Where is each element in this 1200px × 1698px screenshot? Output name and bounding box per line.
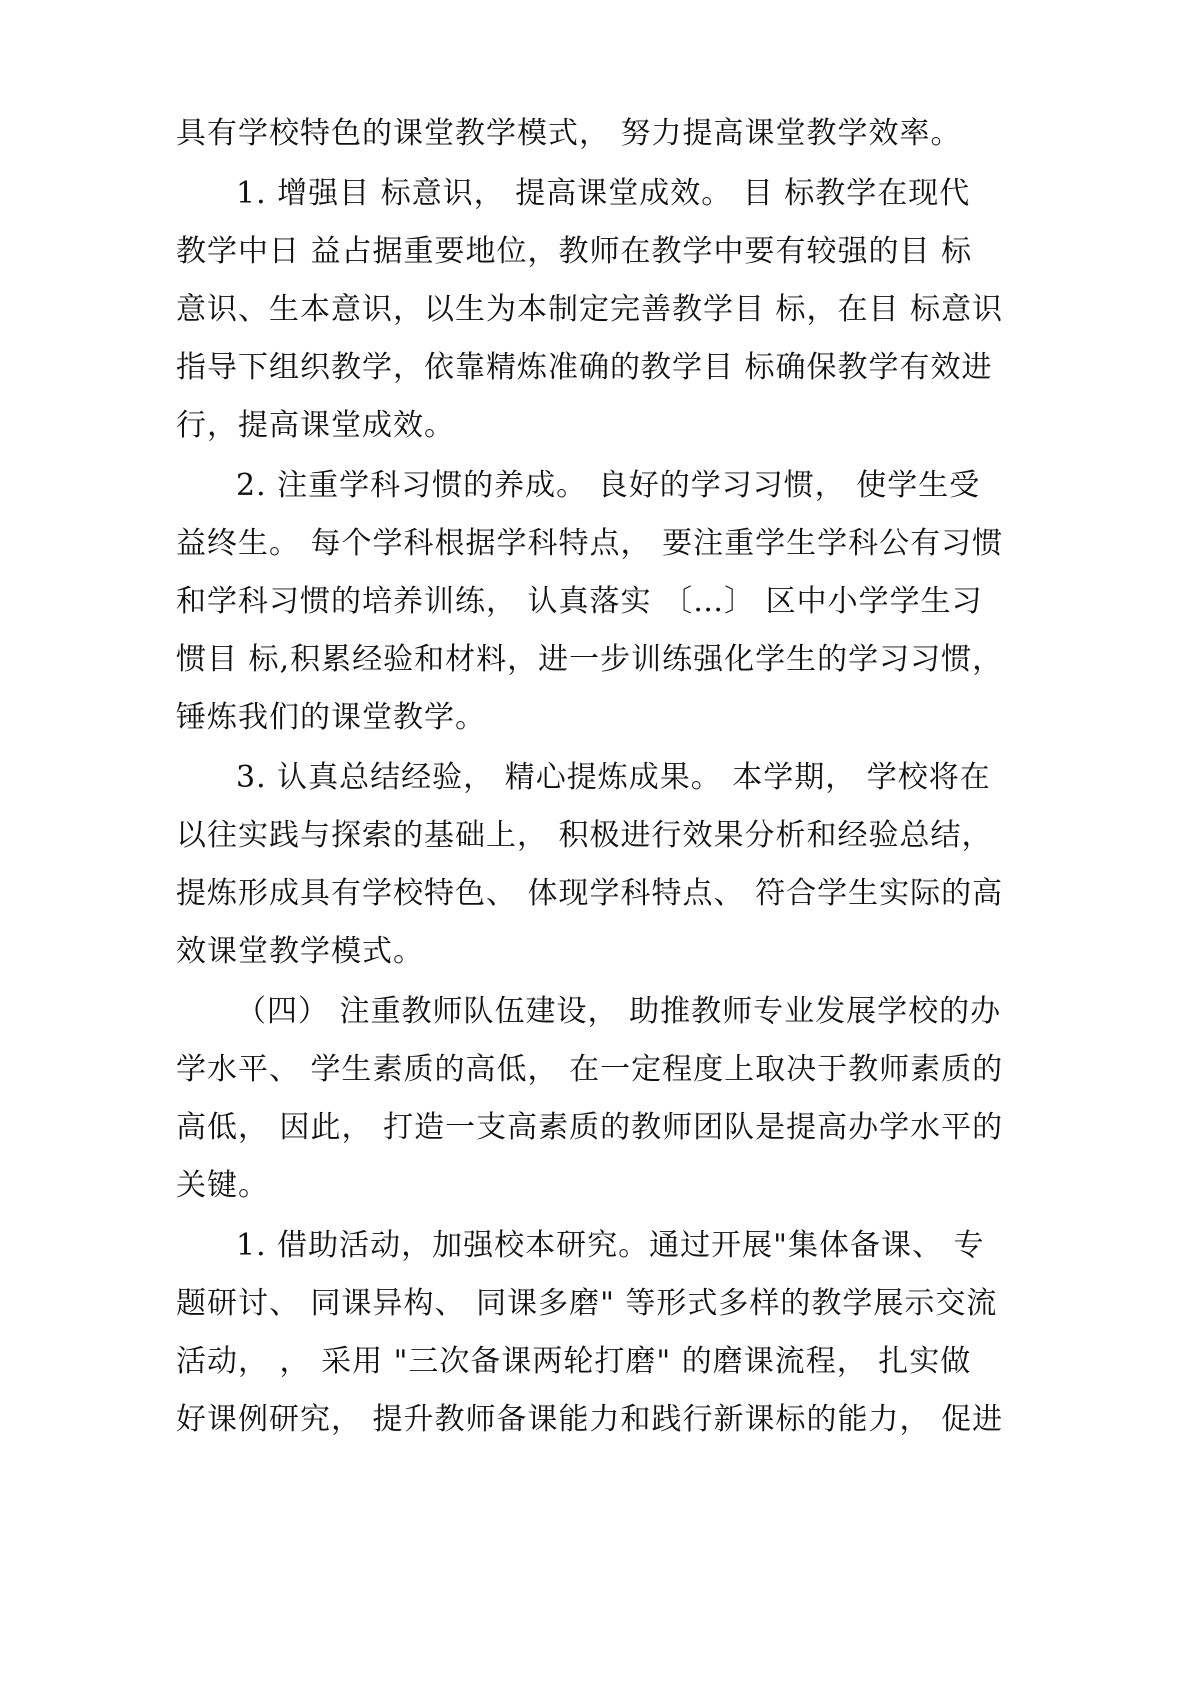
text-line: 指导下组织教学，依靠精炼准确的教学目 标确保教学有效进 <box>176 350 993 385</box>
text-line: 锤炼我们的课堂教学。 <box>176 700 486 735</box>
text-line: 惯目 标,积累经验和材料，进一步训练强化学生的学习习惯， <box>176 642 1004 677</box>
text-line: 活动， ， 采用 "三次备课两轮打磨" 的磨课流程， 扎实做 <box>176 1344 972 1379</box>
text-line: 学水平、 学生素质的高低， 在一定程度上取决于教师素质的 <box>176 1052 1004 1087</box>
text-line: 具有学校特色的课堂教学模式， 努力提高课堂教学效率。 <box>176 116 962 151</box>
text-line: 益终生。 每个学科根据学科特点， 要注重学生学科公有习惯 <box>176 526 1004 561</box>
text-line: 效课堂教学模式。 <box>176 934 424 969</box>
text-line: 好课例研究， 提升教师备课能力和践行新课标的能力， 促进 <box>176 1402 1004 1437</box>
text-line: 意识、生本意识，以生为本制定完善教学目 标，在目 标意识 <box>176 292 1004 327</box>
text-line: 提炼形成具有学校特色、 体现学科特点、 符合学生实际的高 <box>176 876 1004 911</box>
text-line: 1. 增强目 标意识， 提高课堂成效。 目 标教学在现代 <box>236 176 971 211</box>
text-line: 行，提高课堂成效。 <box>176 408 455 443</box>
section-heading: （四） 注重教师队伍建设， 助推教师专业发展学校的办 <box>236 994 1002 1029</box>
text-line: 高低， 因此， 打造一支高素质的教师团队是提高办学水平的 <box>176 1110 1004 1145</box>
text-line: 2. 注重学科习惯的养成。 良好的学习习惯， 使学生受 <box>236 468 981 503</box>
text-line: 教学中日 益占据重要地位，教师在教学中要有较强的目 标 <box>176 234 973 269</box>
text-line: 3. 认真总结经验， 精心提炼成果。 本学期， 学校将在 <box>236 760 991 795</box>
text-line: 以往实践与探索的基础上， 积极进行效果分析和经验总结， <box>176 818 993 853</box>
text-line: 题研讨、 同课异构、 同课多磨" 等形式多样的教学展示交流 <box>176 1286 998 1321</box>
text-line: 关键。 <box>176 1168 269 1203</box>
text-line: 1. 借助活动，加强校本研究。通过开展"集体备课、 专 <box>236 1228 985 1263</box>
text-line: 和学科习惯的培养训练， 认真落实 〔…〕 区中小学学生习 <box>176 584 983 619</box>
